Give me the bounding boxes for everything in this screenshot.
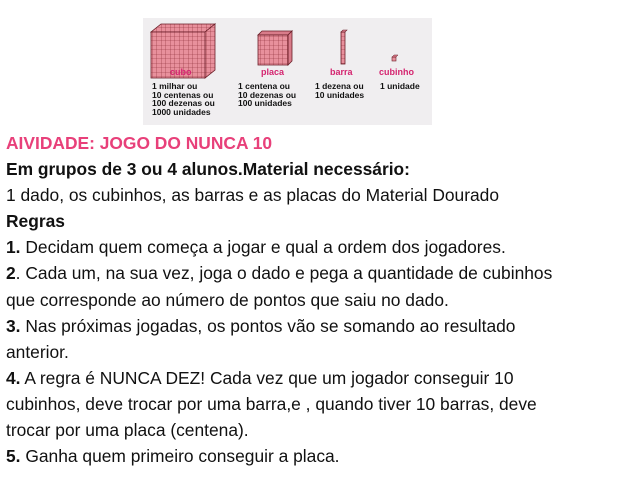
- rules-heading: Regras: [6, 211, 65, 232]
- rule-1: [6, 234, 632, 260]
- groups-line: Em grupos de 3 ou 4 alunos.Material necessário:: [6, 159, 410, 180]
- rule-text: . Cada um, na sua vez, joga o dado e pega a quantidade de cubinhos: [15, 263, 553, 284]
- activity-text: [6, 130, 632, 469]
- piece-desc-cubinho: 1 unidade: [380, 81, 420, 91]
- activity-title: AIVIDADE: JOGO DO NUNCA 10: [6, 133, 273, 153]
- piece-label-barra: barra: [330, 67, 353, 77]
- piece-desc-cubo: 1 milhar ou 10 centenas ou 100 dezenas ou 1000 unidades: [152, 81, 215, 117]
- rule-number: 2: [6, 263, 16, 284]
- piece-label-cubinho: cubinho: [379, 67, 414, 77]
- rule-2-continued: que corresponde ao número de pontos que saiu no dado.: [6, 289, 449, 310]
- piece-desc-barra: 1 dezena ou 10 unidades: [315, 81, 365, 100]
- rule-2: [6, 260, 632, 286]
- piece-desc-placa: 1 centena ou 10 dezenas ou 100 unidades: [238, 81, 297, 108]
- rule-4-continued: trocar por uma placa (centena).: [6, 420, 249, 441]
- material-line: 1 dado, os cubinhos, as barras e as placas do Material Dourado: [6, 185, 500, 206]
- rule-number: 1.: [6, 237, 21, 258]
- rule-text: A regra é NUNCA DEZ! Cada vez que um jogador conseguir 10: [20, 367, 514, 388]
- rule-4: [6, 365, 632, 391]
- bar-shape: [341, 30, 347, 64]
- rule-3: [6, 313, 632, 339]
- piece-label-placa: placa: [261, 67, 285, 77]
- rule-text: Decidam quem começa a jogar e qual a ordem dos jogadores.: [20, 237, 506, 258]
- rule-number: 5.: [6, 446, 21, 467]
- rule-4-continued: cubinhos, deve trocar por uma barra,e , quando tiver 10 barras, deve: [6, 393, 537, 414]
- rule-number: 3.: [6, 315, 21, 336]
- rule-text: Nas próximas jogadas, os pontos vão se somando ao resultado: [20, 315, 516, 336]
- rule-number: 4.: [6, 367, 21, 388]
- material-dourado-figure: [143, 18, 432, 125]
- rule-3-continued: anterior.: [6, 341, 69, 362]
- rule-5: [6, 443, 632, 469]
- rule-text: Ganha quem primeiro conseguir a placa.: [20, 446, 340, 467]
- piece-label-cubo: cubo: [170, 67, 192, 77]
- unit-cube-shape: [392, 55, 398, 61]
- plate-shape: [258, 31, 292, 65]
